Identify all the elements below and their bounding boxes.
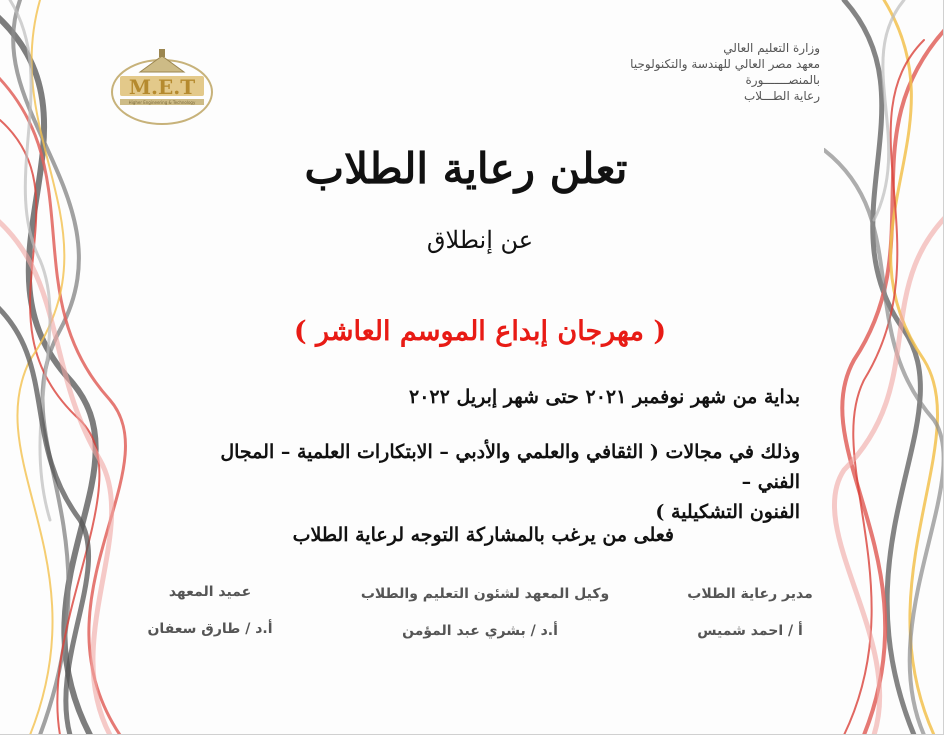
signature-role-vice-dean: وكيل المعهد لشئون التعليم والطلاب — [360, 586, 610, 602]
fields-line: وذلك في مجالات ( الثقافي والعلمي والأدبي – الابتكارات العلمية – المجال الفني – — [220, 441, 800, 493]
festival-period: بداية من شهر نوفمبر ٢٠٢١ حتى شهر إبريل ٢٠٢٢ — [409, 386, 800, 408]
signature-name-dean: أ.د / طارق سعفان — [147, 621, 273, 637]
ministry-line: بالمنصـــــــورة — [745, 73, 820, 87]
signature-role-student-affairs: مدير رعاية الطلاب — [687, 586, 813, 602]
festival-fields — [180, 437, 800, 527]
festival-name: ( مهرجان إبداع الموسم العاشر ) — [293, 316, 667, 347]
institution-header — [560, 40, 820, 104]
logo-text: M.E.T — [128, 75, 196, 99]
signature-name-vice-dean: أ.د / بشري عبد المؤمن — [402, 623, 558, 639]
signature-name-student-affairs: أ / احمد شميس — [697, 623, 803, 639]
met-logo — [110, 44, 214, 128]
ministry-line: معهد مصر العالي للهندسة والتكنولوجيا — [630, 57, 820, 71]
ministry-line: وزارة التعليم العالي — [723, 41, 820, 55]
ministry-line: رعاية الطـــلاب — [743, 89, 820, 103]
decorative-ribbons-right — [824, 0, 944, 735]
logo-caption: Higher Engineering & Technology — [128, 100, 196, 105]
signature-role-dean: عميد المعهد — [168, 584, 252, 600]
fields-line: الفنون التشكيلية ) — [655, 501, 800, 523]
announcement-subtitle: عن إنطلاق — [426, 226, 534, 254]
announcement-title: تعلن رعاية الطلاب — [304, 144, 628, 193]
call-to-action: فعلى من يرغب بالمشاركة التوجه لرعاية الطلاب — [292, 524, 674, 546]
